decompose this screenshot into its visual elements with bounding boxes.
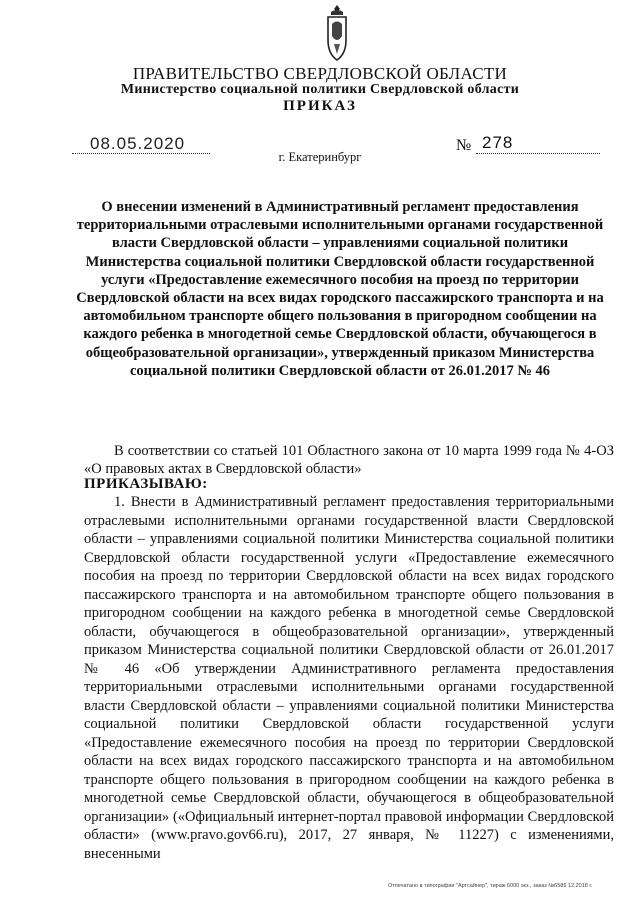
government-title: ПРАВИТЕЛЬСТВО СВЕРДЛОВСКОЙ ОБЛАСТИ xyxy=(132,64,508,83)
paragraph-1: 1. Внести в Административный регламент предоставления территориальными отраслевыми исполнительными органами государственной власти Свердловской области – управлениями социальной политики Министерства социальной политики Свердловской области государственной услуги «Предоставление ежемесячного пособия на проезд по территории Свердловской области на всех видах городского пассажирского транспорта и на автомобильном транспорте общего пользования в пригородном сообщении на каждого ребенка в многодетной семье Свердловской области, обучающегося в общеобразовательной организации», утвержденный приказом Министерства социальной политики Свердловской области от 26.01.2017 № 46 «Об утверждении Административного регламента предоставления территориальными отраслевыми исполнительными органами государственной власти Свердловской области – управлениями социальной политики Министерства социальной политики Свердловской области государственной услуги «Предоставление ежемесячного пособия на проезд по территории Свердловской области на всех видах городского пассажирского транспорта и на автомобильном транспорте общего пользования в пригородном сообщении на каждого ребенка в многодетной семье Свердловской области, обучающегося в общеобразовательной организации» («Официальный интернет-портал правовой информации Свердловской области» (www.pravo.gov66.ru), 2017, 27 января, № 11227) с изменениями, внесенными xyxy=(84,494,614,862)
number-sign: № xyxy=(456,137,472,154)
print-footer: Отпечатано в типографии "Артсайнер", тираж 6000 экз., заказ №6586 12.2018 г. xyxy=(388,883,593,889)
order-date: 08.05.2020 xyxy=(90,134,186,153)
preamble: В соответствии со статьей 101 Областного закона от 10 марта 1999 года № 4-ОЗ «О правовых актах в Свердловской области» xyxy=(84,443,614,477)
document-title: О внесении изменений в Административный регламент предоставления территориальными отраслевыми исполнительными органами государственной власти Свердловской области – управлениями социальной политики Министерства социальной политики Свердловской области государственной услуги «Предоставление ежемесячного пособия на проезд по территории Свердловской области на всех видах городского пассажирского транспорта и на автомобильном транспорте общего пользования в пригородном сообщении на каждого ребенка в многодетной семье Свердловской области, обучающегося в общеобразовательной организации», утвержденный приказом Министерства социальной политики Свердловской области от 26.01.2017 № 46 xyxy=(76,199,604,379)
order-number: 278 xyxy=(482,133,514,152)
order-heading: ПРИКАЗЫВАЮ: xyxy=(84,476,208,492)
city: г. Екатеринбург xyxy=(278,150,362,164)
coat-of-arms-emblem xyxy=(325,4,349,62)
document-type: ПРИКАЗ xyxy=(283,98,357,114)
ministry-name: Министерство социальной политики Свердловской области xyxy=(120,82,520,97)
